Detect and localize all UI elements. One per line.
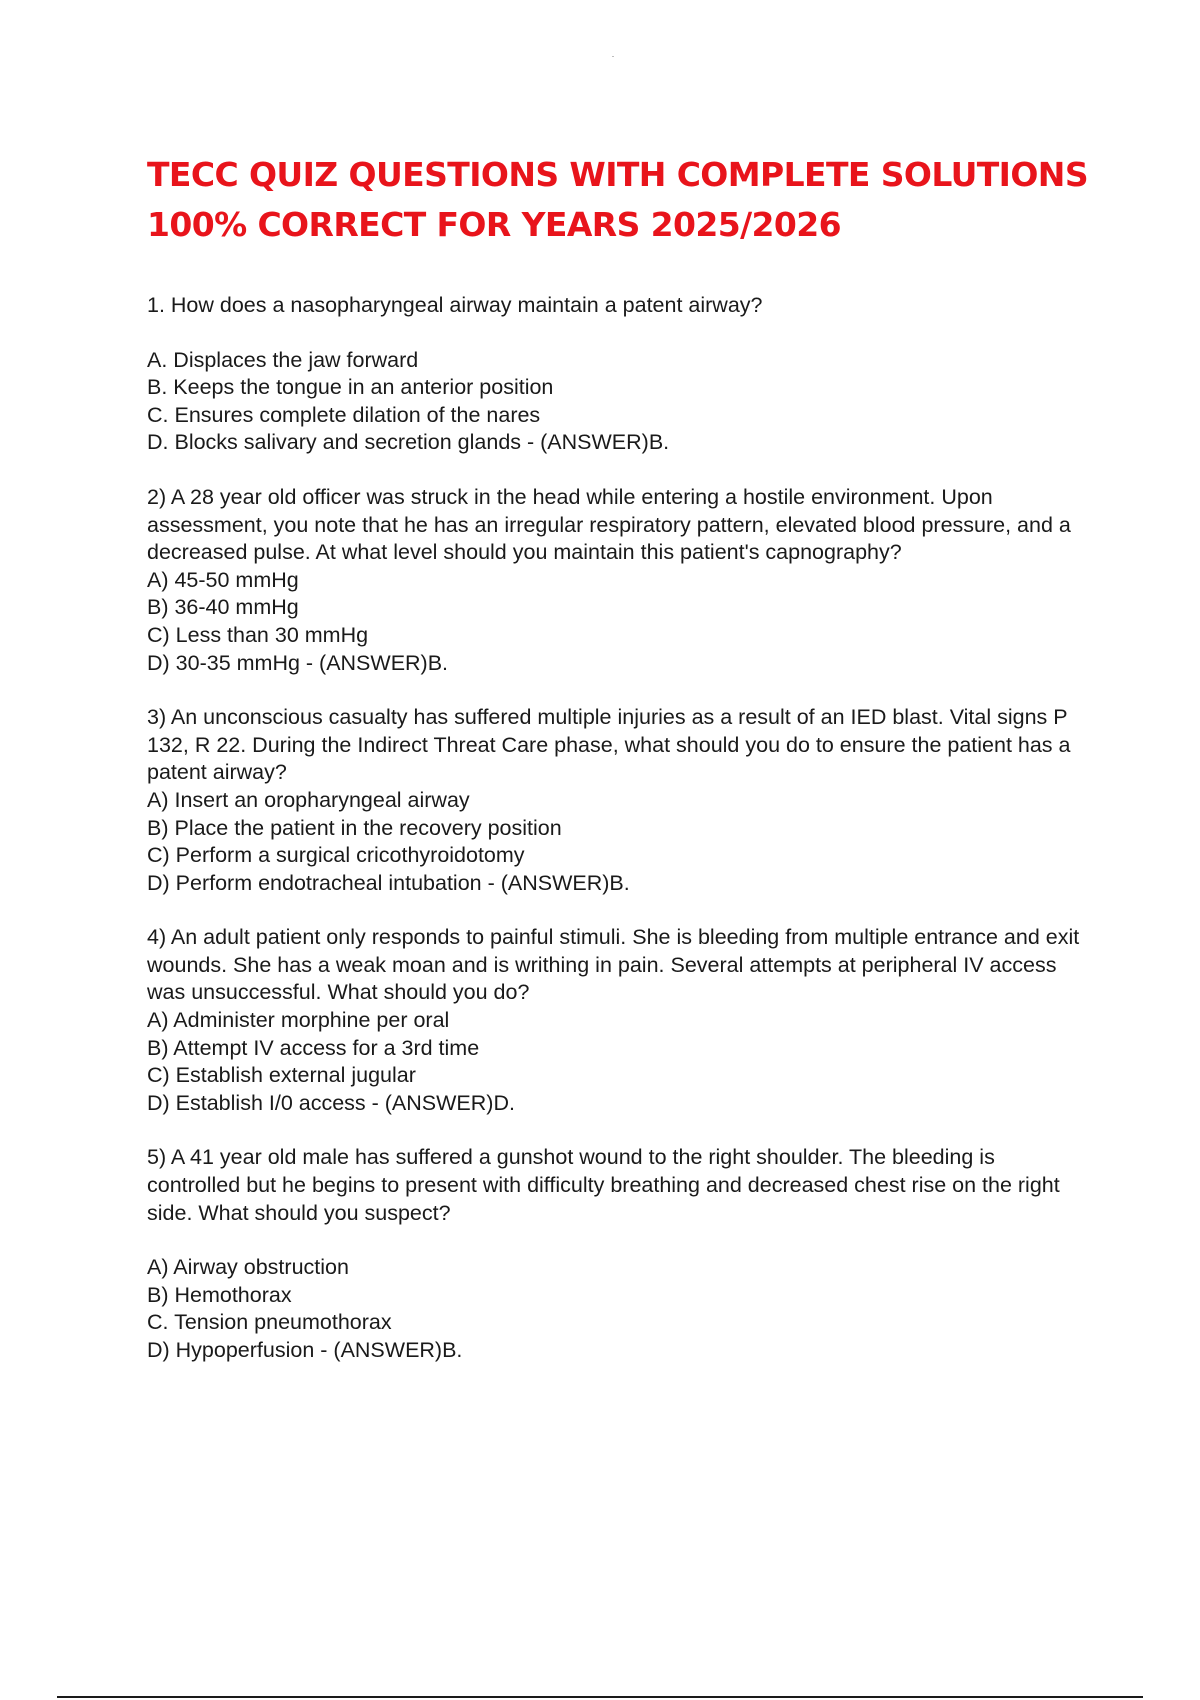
question-5 — [147, 1144, 1087, 1364]
question-stem: 2) A 28 year old officer was struck in the head while entering a hostile environment. Upon assessment, you note that he has an irregular respiratory pattern, elevated blood pressure, and a decreased pulse. At what level should you maintain this patient's capnography? — [147, 484, 1071, 565]
scan-speck — [612, 56, 614, 57]
question-4 — [147, 924, 1087, 1117]
question-stem: 3) An unconscious casualty has suffered multiple injuries as a result of an IED blast. Vital signs P 132, R 22. During the Indirect Threat Care phase, what should you do to ensure the patient has a patent airway? — [147, 705, 1071, 785]
document-title — [147, 150, 1087, 250]
option-d: D) 30-35 mmHg - (ANSWER)B. — [147, 650, 449, 675]
option-c: C) Establish external jugular — [147, 1063, 416, 1088]
option-c: C. Tension pneumothorax — [147, 1310, 392, 1335]
option-c: C) Perform a surgical cricothyroidotomy — [147, 843, 525, 868]
option-b: B) 36-40 mmHg — [147, 595, 299, 620]
question-stem: 5) A 41 year old male has suffered a gunshot wound to the right shoulder. The bleeding is controlled but he begins to present with difficulty breathing and decreased chest rise on the right side. What should you suspect? — [147, 1145, 1060, 1225]
answer-options — [147, 1007, 1087, 1117]
bottom-divider — [57, 1696, 1143, 1698]
question-stem: 1. How does a nasopharyngeal airway maintain a patent airway? — [147, 293, 763, 317]
option-a: A) Airway obstruction — [147, 1255, 349, 1280]
option-d: D) Establish I/0 access - (ANSWER)D. — [147, 1090, 515, 1115]
option-d: D. Blocks salivary and secretion glands - (ANSWER)B. — [147, 430, 670, 455]
answer-options — [147, 787, 1087, 897]
question-3 — [147, 704, 1087, 897]
option-b: B) Place the patient in the recovery position — [147, 815, 562, 840]
option-b: B) Hemothorax — [147, 1282, 292, 1307]
question-1 — [147, 292, 1087, 457]
title-line-1: TECC QUIZ QUESTIONS WITH COMPLETE SOLUTIONS — [147, 155, 1088, 194]
option-c: C) Less than 30 mmHg — [147, 622, 369, 647]
option-a: A) 45-50 mmHg — [147, 567, 299, 592]
title-line-2: 100% CORRECT FOR YEARS 2025/2026 — [147, 205, 841, 244]
option-d: D) Perform endotracheal intubation - (ANSWER)B. — [147, 870, 630, 895]
question-stem: 4) An adult patient only responds to painful stimuli. She is bleeding from multiple entrance and exit wounds. She has a weak moan and is writhing in pain. Several attempts at peripheral IV access was unsuccessful. What should you do? — [147, 925, 1080, 1005]
question-list — [147, 292, 1087, 1365]
option-a: A) Administer morphine per oral — [147, 1008, 450, 1033]
option-a: A) Insert an oropharyngeal airway — [147, 787, 470, 812]
option-a: A. Displaces the jaw forward — [147, 347, 419, 372]
option-b: B. Keeps the tongue in an anterior position — [147, 375, 554, 400]
option-c: C. Ensures complete dilation of the nares — [147, 402, 541, 427]
answer-options — [147, 1254, 1087, 1364]
answer-options — [147, 347, 1087, 457]
answer-options — [147, 567, 1087, 677]
option-b: B) Attempt IV access for a 3rd time — [147, 1035, 480, 1060]
option-d: D) Hypoperfusion - (ANSWER)B. — [147, 1338, 463, 1362]
question-2 — [147, 484, 1087, 677]
